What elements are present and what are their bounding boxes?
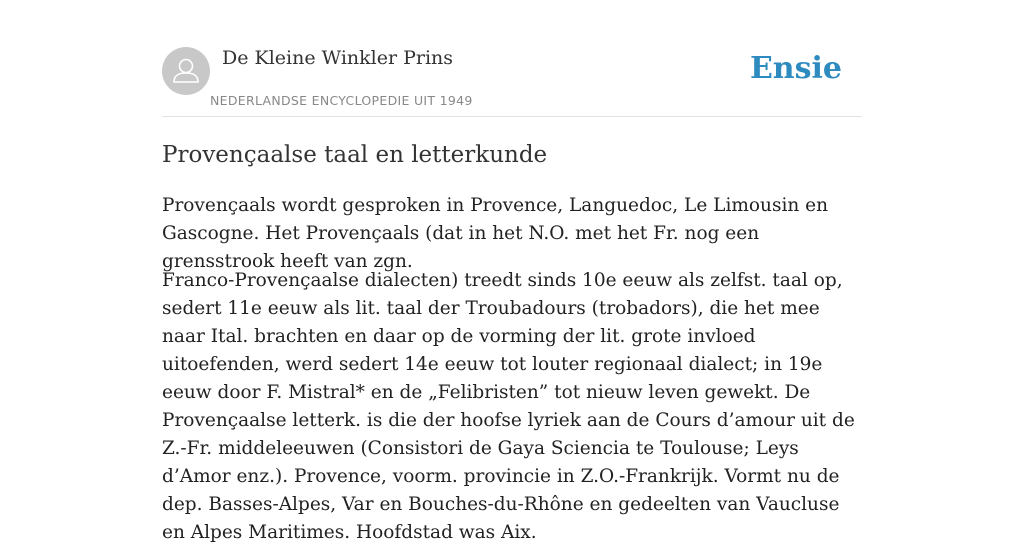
article-title: Provençaalse taal en letterkunde [162, 142, 548, 168]
author-name[interactable]: De Kleine Winkler Prins [222, 47, 454, 69]
user-icon [162, 47, 210, 95]
article-paragraph-1: Provençaals wordt gesproken in Provence, Languedoc, Le Limousin en Gascogne. Het Provençaals (dat in het N.O. met het Fr. nog een grensstrook heeft van zgn. [162, 195, 829, 272]
header [162, 0, 862, 117]
article-paragraph-2: Franco-Provençaalse dialecten) treedt sinds 10e eeuw als zelfst. taal op, sedert 11e eeuw als lit. taal der Troubadours (trobadors), die het mee naar Ital. brachten en daar op de vorming der lit. grote invloed uitoefenden, werd sedert 14e eeuw tot louter regionaal dialect; in 19e eeuw door F. Mistral* en de „Felibristen” tot nieuw leven gewekt. De Provençaalse letterk. is die der hoofse lyriek aan de Cours d’amour uit de Z.-Fr. middeleeuwen (Consistori de Gaya Sciencia te Toulouse; Leys d’Amor enz.). Provence, voorm. provincie in Z.O.-Frankrijk. Vormt nu de dep. Basses-Alpes, Var en Bouches-du-Rhône en gedeelten van Vaucluse en Alpes Maritimes. Hoofdstad was Aix. [162, 270, 855, 543]
brand-logo[interactable]: Ensie [749, 51, 842, 86]
page [162, 0, 862, 543]
author-subtitle: NEDERLANDSE ENCYCLOPEDIE UIT 1949 [210, 93, 473, 108]
author-avatar[interactable] [162, 47, 210, 95]
